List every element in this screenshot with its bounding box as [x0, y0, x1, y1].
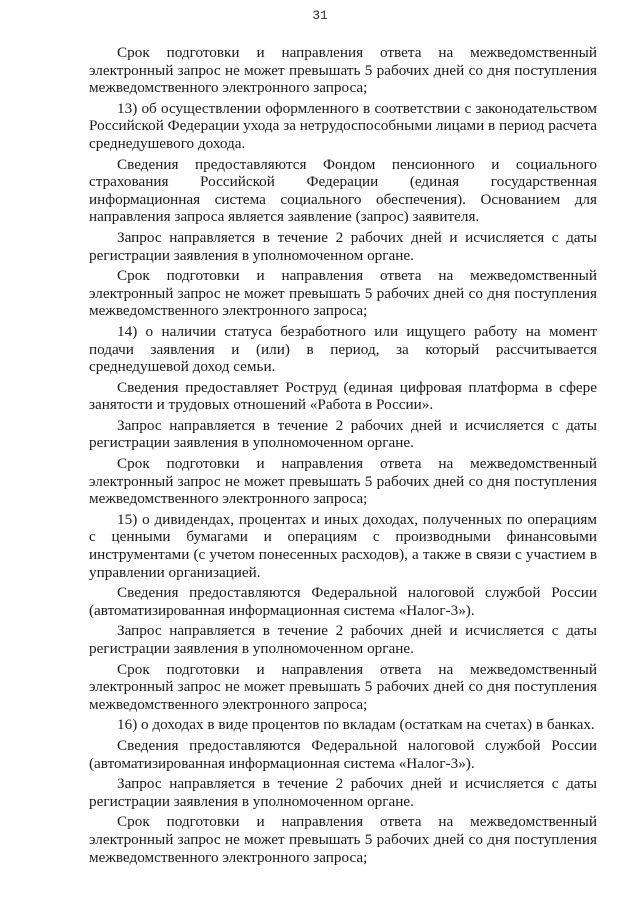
paragraph: Запрос направляется в течение 2 рабочих дней и исчисляется с даты регистрации заявления в уполномоченном органе. — [89, 622, 597, 657]
paragraph: Сведения предоставляются Федеральной налоговой службой России (автоматизированная информационная система «Налог-3»). — [89, 736, 597, 772]
paragraph: Запрос направляется в течение 2 рабочих дней и исчисляется с даты регистрации заявления в уполномоченном органе. — [89, 775, 597, 810]
paragraph: Сведения предоставляются Федеральной налоговой службой России (автоматизированная информационная система «Налог-3»). — [89, 584, 597, 619]
paragraph: Срок подготовки и направления ответа на межведомственный электронный запрос не может превышать 5 рабочих дней со дня поступления межведомственного электронного запроса; — [89, 267, 597, 320]
paragraph: Запрос направляется в течение 2 рабочих дней и исчисляется с даты регистрации заявления в уполномоченном органе. — [89, 228, 597, 264]
paragraph: Срок подготовки и направления ответа на межведомственный электронный запрос не может превышать 5 рабочих дней со дня поступления межведомственного электронного запроса; — [89, 44, 597, 97]
paragraph: Запрос направляется в течение 2 рабочих дней и исчисляется с даты регистрации заявления в уполномоченном органе. — [89, 416, 597, 452]
paragraph: Срок подготовки и направления ответа на межведомственный электронный запрос не может превышать 5 рабочих дней со дня поступления межведомственного электронного запроса; — [89, 455, 597, 508]
page-number: 31 — [312, 8, 328, 23]
paragraph: Срок подготовки и направления ответа на межведомственный электронный запрос не может превышать 5 рабочих дней со дня поступления межведомственного электронного запроса; — [89, 813, 597, 866]
document-body — [89, 44, 597, 866]
paragraph: 13) об осуществлении оформленного в соответствии с законодательством Российской Федерации ухода за нетрудоспособными лицами в период расчета среднедушевого дохода. — [89, 99, 597, 152]
paragraph: Сведения предоставляет Роструд (единая цифровая платформа в сфере занятости и трудовых отношений «Работа в России». — [89, 378, 597, 414]
paragraph: 15) о дивидендах, процентах и иных доходах, полученных по операциям с ценными бумагами и операциям с производными финансовыми инструментами (с учетом понесенных расходов), а также в связи с участием в управлении организацией. — [89, 510, 597, 581]
paragraph: 14) о наличии статуса безработного или ищущего работу на момент подачи заявления и (или) в период, за который рассчитывается среднедушевой доход семьи. — [89, 322, 597, 376]
paragraph: Срок подготовки и направления ответа на межведомственный электронный запрос не может превышать 5 рабочих дней со дня поступления межведомственного электронного запроса; — [89, 660, 597, 713]
paragraph: Сведения предоставляются Фондом пенсионного и социального страхования Российской Федерации (единая государственная информационная система социального обеспечения). Основанием для направления запроса является заявление (запрос) заявителя. — [89, 155, 597, 226]
paragraph: 16) о доходах в виде процентов по вкладам (остаткам на счетах) в банках. — [117, 716, 595, 734]
